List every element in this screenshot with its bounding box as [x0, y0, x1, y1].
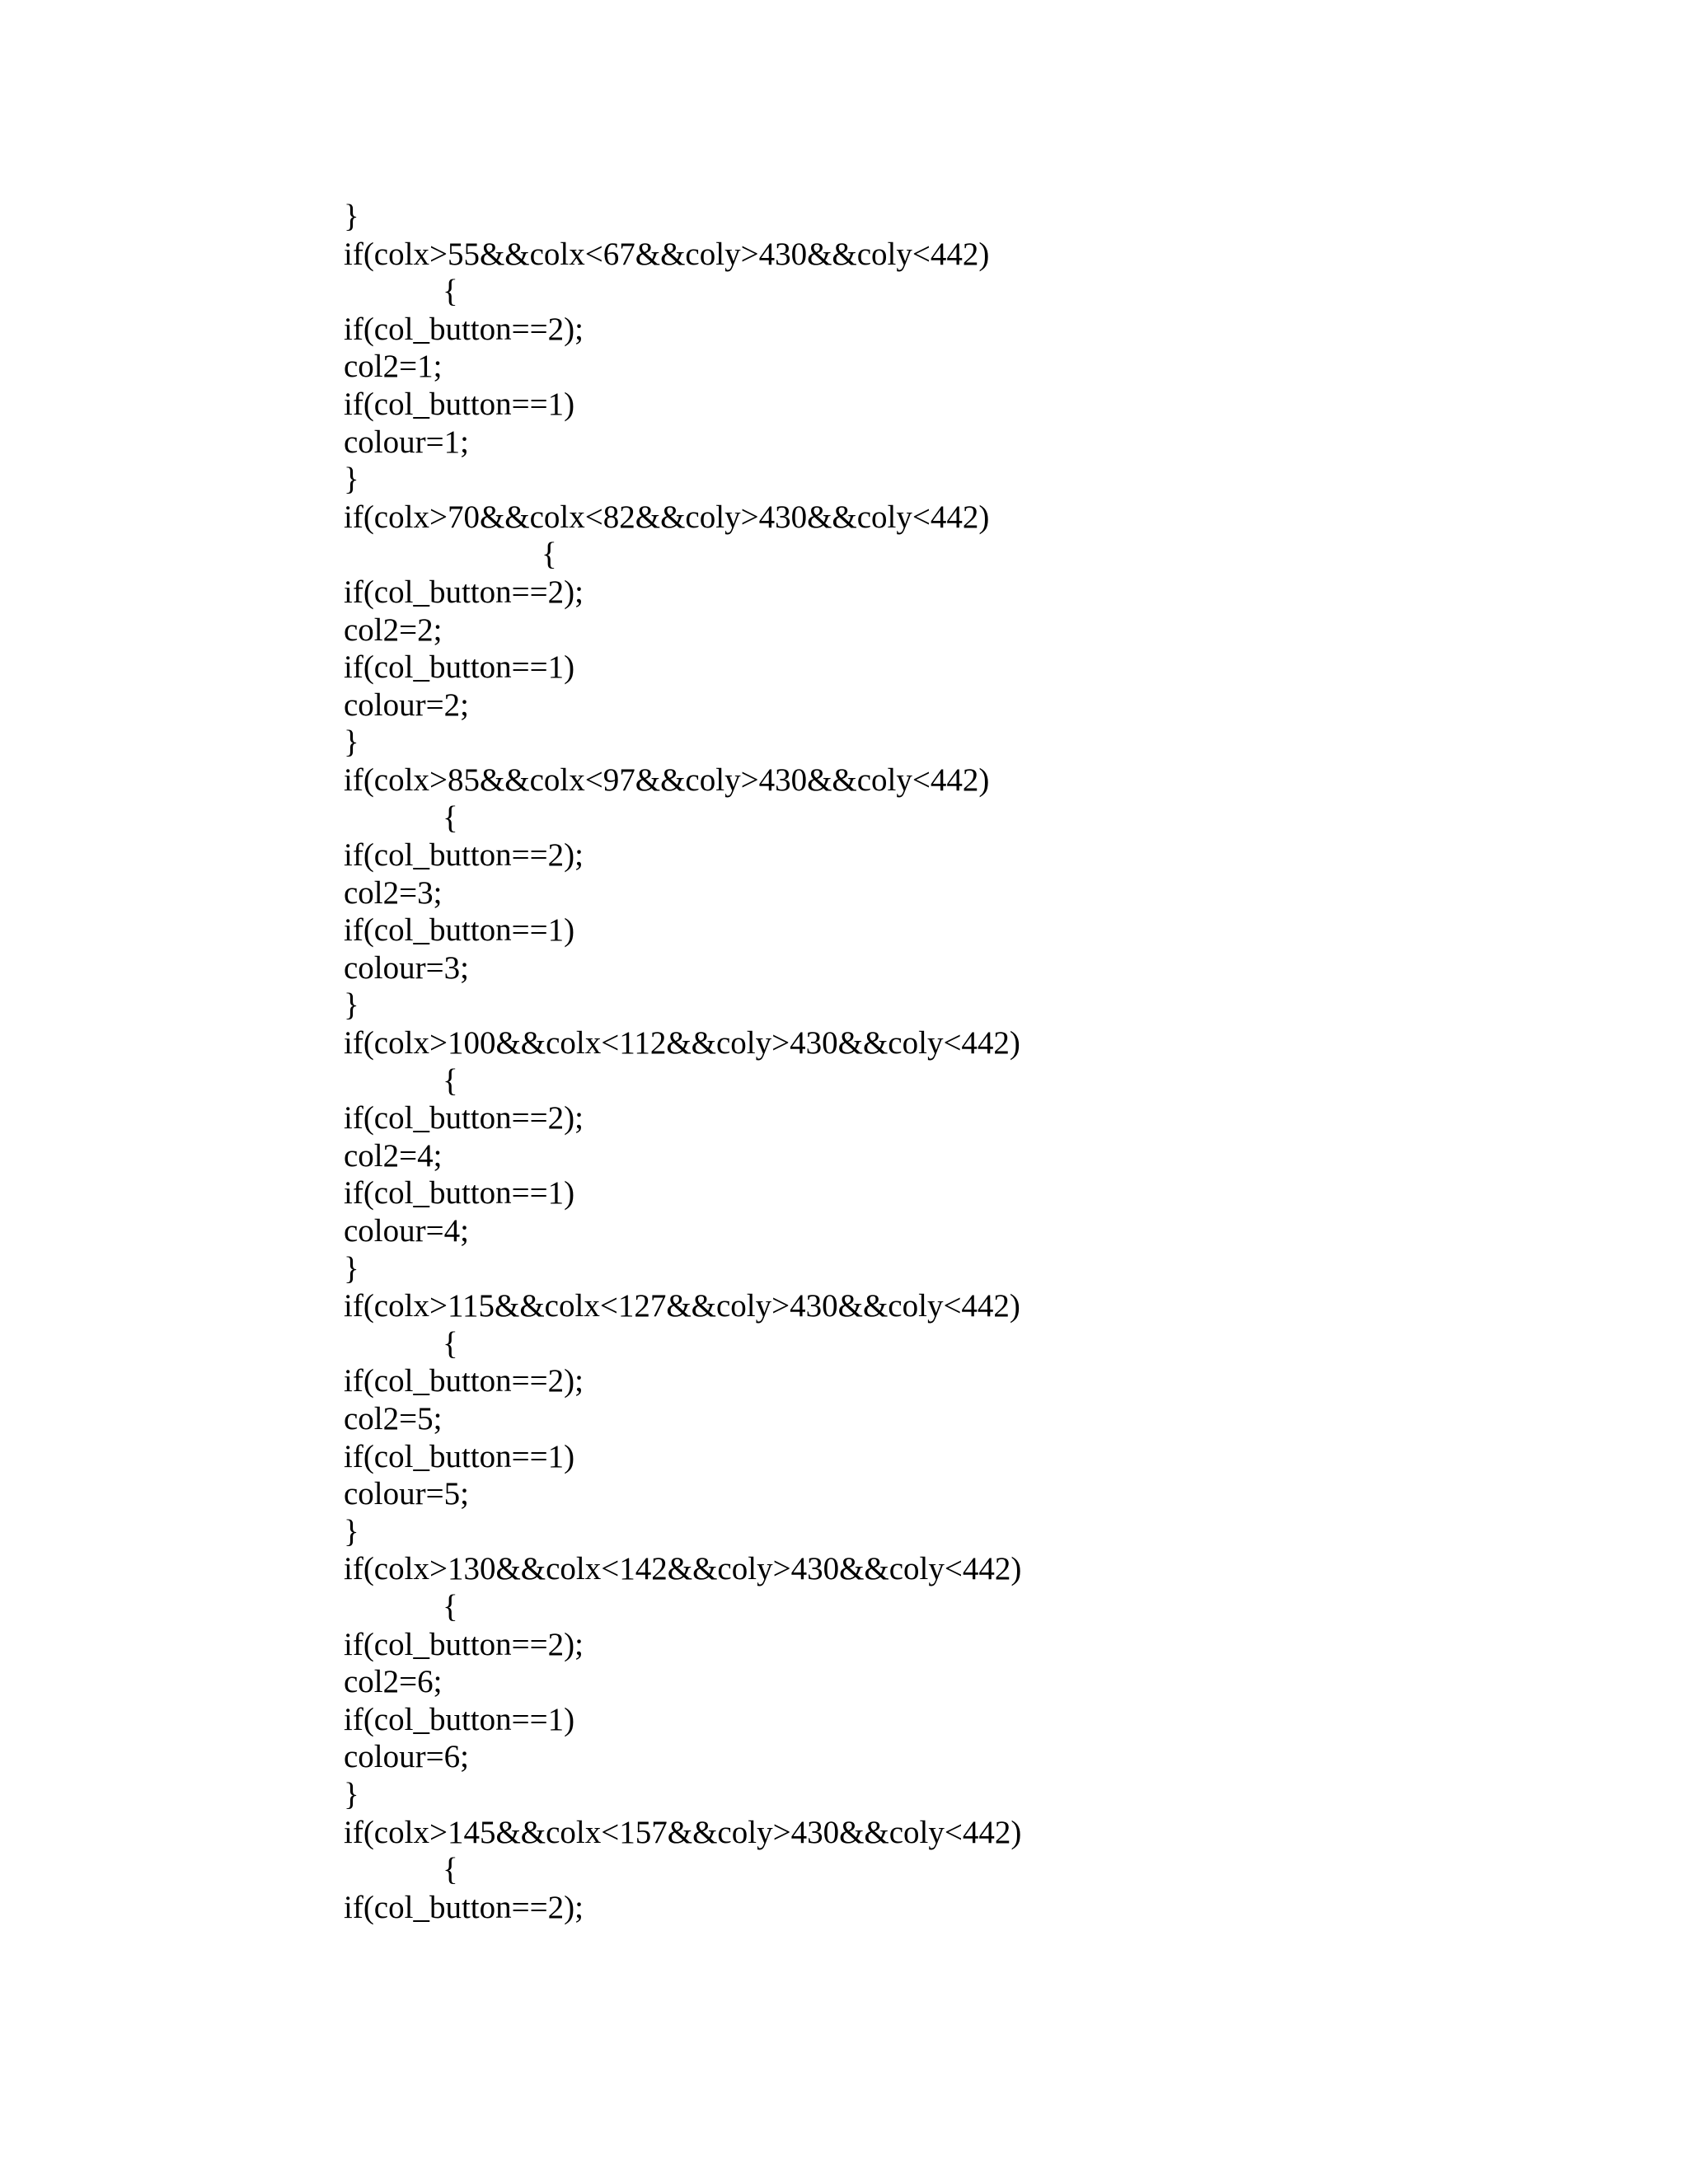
code-line: { [443, 274, 458, 310]
code-line: if(col_button==2); [344, 1100, 584, 1137]
code-line: if(col_button==2); [344, 574, 584, 610]
code-line: if(colx>55&&colx<67&&coly>430&&coly<442) [344, 236, 990, 272]
code-line: colour=2; [344, 687, 469, 723]
code-line: colour=5; [344, 1476, 469, 1512]
code-line: if(col_button==1) [344, 1701, 575, 1737]
code-line: if(colx>130&&colx<142&&coly>430&&coly<442) [344, 1551, 1022, 1587]
code-line: if(col_button==2); [344, 1363, 584, 1399]
code-line: } [344, 199, 359, 234]
code-line: col2=5; [344, 1401, 443, 1436]
code-line: if(colx>115&&colx<127&&coly>430&&coly<442) [344, 1288, 1020, 1324]
code-line: if(col_button==2); [344, 1889, 584, 1925]
code-line: if(col_button==1) [344, 912, 575, 949]
code-line: if(colx>85&&colx<97&&coly>430&&coly<442) [344, 762, 990, 798]
code-line: { [542, 537, 557, 573]
code-line: if(colx>100&&colx<112&&coly>430&&coly<442) [344, 1025, 1020, 1062]
code-listing [344, 198, 1021, 1926]
code-line: if(col_button==1) [344, 649, 575, 686]
code-line: if(col_button==2); [344, 311, 584, 347]
code-line: } [344, 1513, 359, 1549]
code-line: { [443, 1852, 458, 1888]
code-line: if(col_button==1) [344, 1175, 575, 1212]
code-line: colour=1; [344, 424, 469, 460]
code-line: { [443, 1325, 458, 1361]
code-line: col2=3; [344, 874, 443, 911]
code-line: if(col_button==2); [344, 837, 584, 874]
code-line: colour=3; [344, 949, 469, 986]
code-line: if(col_button==1) [344, 386, 575, 422]
code-line: if(col_button==2); [344, 1626, 584, 1662]
code-line: col2=2; [344, 612, 443, 648]
code-line: colour=4; [344, 1213, 469, 1249]
code-line: { [443, 799, 458, 836]
code-line: if(colx>70&&colx<82&&coly>430&&coly<442) [344, 499, 990, 535]
code-line: colour=6; [344, 1739, 469, 1775]
code-line: { [443, 1062, 458, 1099]
code-line: } [344, 1776, 359, 1812]
code-line: } [344, 462, 359, 498]
code-line: } [344, 1250, 359, 1286]
code-line: { [443, 1588, 458, 1624]
code-line: if(colx>145&&colx<157&&coly>430&&coly<442) [344, 1814, 1022, 1850]
code-line: } [344, 724, 359, 761]
code-line: } [344, 987, 359, 1024]
code-line: col2=6; [344, 1664, 443, 1700]
code-line: if(col_button==1) [344, 1438, 575, 1474]
code-line: col2=4; [344, 1137, 443, 1174]
code-line: col2=1; [344, 349, 443, 385]
